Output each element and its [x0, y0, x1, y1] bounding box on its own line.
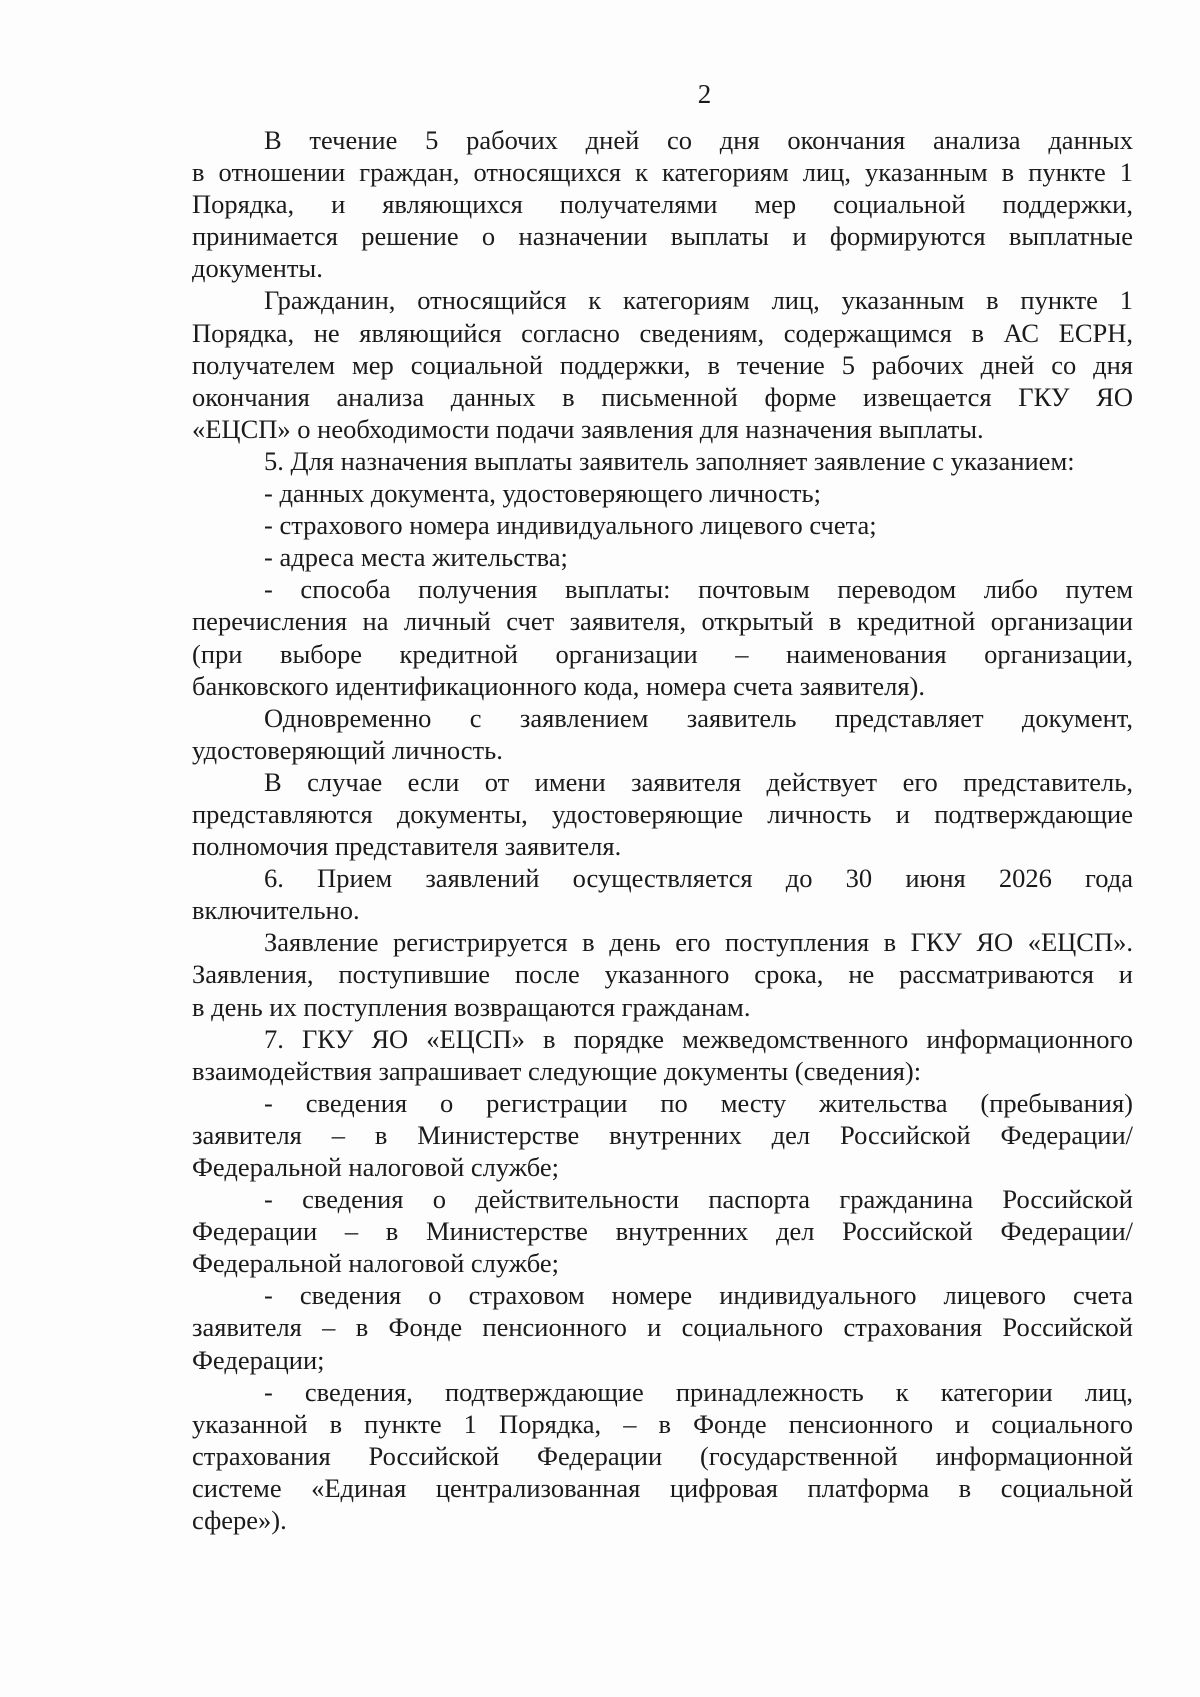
text-line: В течение 5 рабочих дней со дня окончания анализа данных	[264, 125, 1133, 155]
paragraph	[192, 1183, 1133, 1279]
paragraph	[192, 702, 1133, 766]
document-body	[192, 124, 1133, 1536]
paragraph	[192, 509, 1133, 541]
text-line: сфере»).	[192, 1505, 287, 1536]
paragraph	[192, 862, 1133, 926]
text-line: 7. ГКУ ЯО «ЕЦСП» в порядке межведомственного информационного	[264, 1023, 1133, 1054]
paragraph	[192, 766, 1133, 862]
paragraph	[192, 573, 1133, 701]
text-line: Порядка, и являющихся получателями мер социальной поддержки,	[192, 189, 1133, 220]
paragraph	[192, 124, 1133, 284]
text-line: заявителя – в Министерстве внутренних дел Российской Федерации/	[192, 1119, 1133, 1150]
text-line: заявителя – в Фонде пенсионного и социального страхования Российской	[192, 1312, 1133, 1343]
text-line: получателем мер социальной поддержки, в течение 5 рабочих дней со дня	[192, 349, 1133, 380]
text-line: - способа получения выплаты: почтовым переводом либо путем	[264, 574, 1133, 605]
paragraph	[192, 926, 1133, 1022]
text-line: 6. Прием заявлений осуществляется до 30 июня 2026 года	[264, 863, 1133, 894]
text-line: в день их поступления возвращаются гражданам.	[192, 991, 751, 1022]
text-line: Федеральной налоговой службе;	[192, 1152, 559, 1182]
text-line: страхования Российской Федерации (государственной информационной	[192, 1440, 1133, 1471]
text-line: - сведения о регистрации по месту жительства (пребывания)	[264, 1087, 1133, 1118]
paragraph	[192, 445, 1133, 477]
text-line: Федерации;	[192, 1344, 325, 1375]
text-line: - данных документа, удостоверяющего личность;	[264, 478, 821, 509]
text-line: В случае если от имени заявителя действует его представитель,	[264, 766, 1133, 797]
text-line: - страхового номера индивидуального лицевого счета;	[264, 510, 877, 541]
text-line: 5. Для назначения выплаты заявитель заполняет заявление с указанием:	[264, 445, 1075, 476]
text-line: системе «Единая централизованная цифровая платформа в социальной	[192, 1472, 1133, 1503]
text-line: Одновременно с заявлением заявитель представляет документ,	[264, 702, 1133, 733]
text-line: включительно.	[192, 895, 360, 926]
text-line: в отношении граждан, относящихся к категориям лиц, указанным в пункте 1	[192, 157, 1133, 188]
text-line: принимается решение о назначении выплаты и формируются выплатные	[192, 221, 1133, 252]
text-line: Федерации – в Министерстве внутренних дел Российской Федерации/	[192, 1216, 1133, 1247]
text-line: Федеральной налоговой службе;	[192, 1248, 559, 1279]
text-line: полномочия представителя заявителя.	[192, 831, 622, 862]
page-number: 2	[697, 79, 712, 109]
text-line: Порядка, не являющийся согласно сведениям, содержащимся в АС ЕСРН,	[192, 317, 1133, 348]
paragraph	[192, 477, 1133, 509]
text-line: Заявления, поступившие после указанного срока, не рассматриваются и	[192, 959, 1133, 990]
text-line: документы.	[192, 253, 323, 284]
text-line: окончания анализа данных в письменной форме извещается ГКУ ЯО	[192, 381, 1133, 412]
text-line: Гражданин, относящийся к категориям лиц, указанным в пункте 1	[264, 285, 1133, 316]
text-line: указанной в пункте 1 Порядка, – в Фонде пенсионного и социального	[192, 1408, 1133, 1439]
paragraph	[192, 1376, 1133, 1536]
text-line: перечисления на личный счет заявителя, открытый в кредитной организации	[192, 606, 1133, 637]
text-line: - сведения, подтверждающие принадлежность к категории лиц,	[264, 1376, 1133, 1407]
text-line: - сведения о страховом номере индивидуального лицевого счета	[264, 1280, 1133, 1311]
text-line: представляются документы, удостоверяющие личность и подтверждающие	[192, 798, 1133, 829]
paragraph	[192, 1087, 1133, 1183]
text-line: - адреса места жительства;	[264, 542, 568, 573]
text-line: Заявление регистрируется в день его поступления в ГКУ ЯО «ЕЦСП».	[264, 927, 1133, 958]
text-line: «ЕЦСП» о необходимости подачи заявления для назначения выплаты.	[192, 413, 984, 444]
paragraph	[192, 284, 1133, 444]
text-line: банковского идентификационного кода, номера счета заявителя).	[192, 670, 925, 701]
paragraph	[192, 1023, 1133, 1087]
text-line: (при выборе кредитной организации – наименования организации,	[192, 638, 1133, 669]
paragraph	[192, 541, 1133, 573]
paragraph	[192, 1279, 1133, 1375]
text-line: взаимодействия запрашивает следующие документы (сведения):	[192, 1055, 922, 1086]
text-line: - сведения о действительности паспорта гражданина Российской	[264, 1184, 1133, 1215]
text-line: удостоверяющий личность.	[192, 734, 503, 765]
